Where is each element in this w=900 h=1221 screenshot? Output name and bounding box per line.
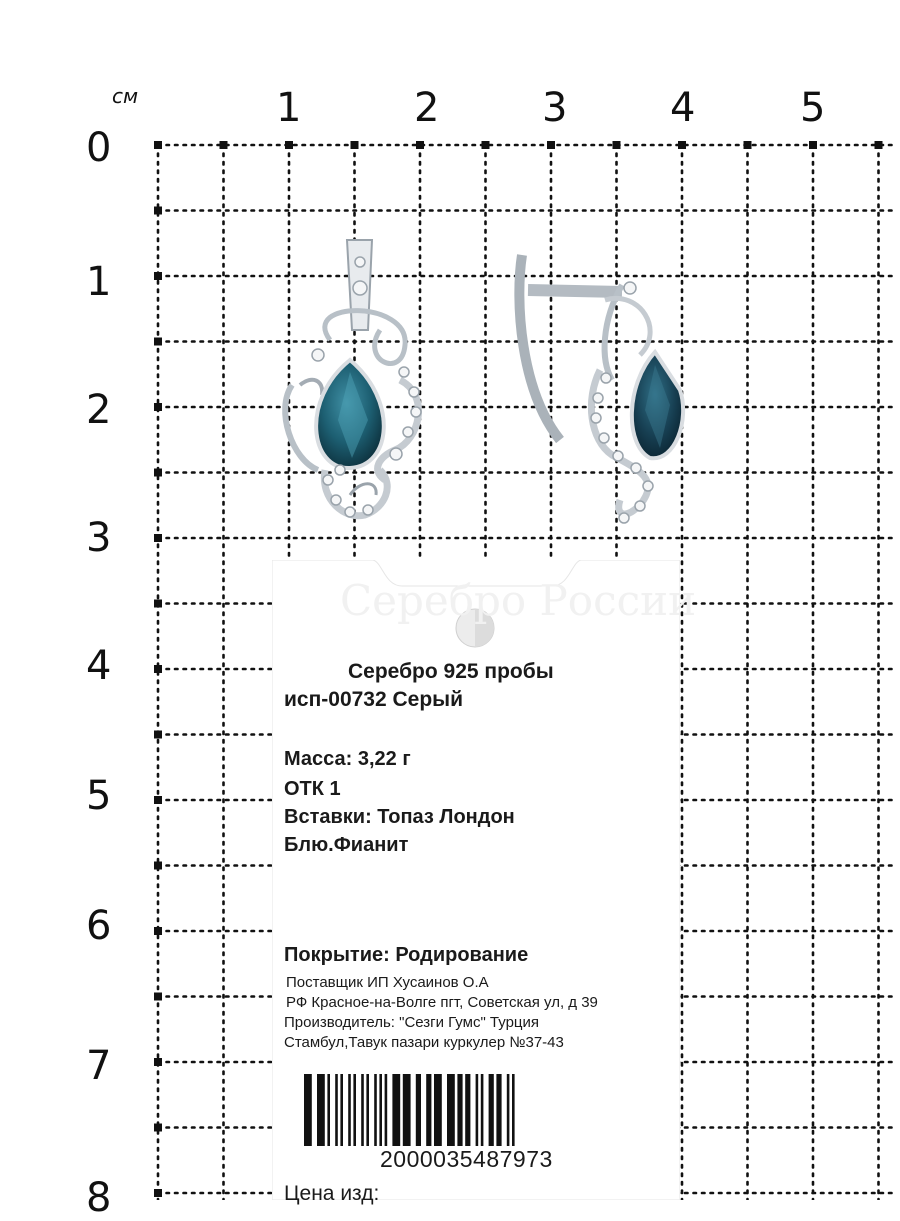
brand-watermark: Серебро России (340, 576, 697, 625)
ruler-left-7: 7 (86, 1043, 112, 1089)
ruler-left-8: 8 (86, 1175, 112, 1221)
barcode-bar (457, 1074, 462, 1146)
left-earring (285, 240, 421, 517)
barcode-bar (507, 1074, 510, 1146)
ruler-top-2: 2 (414, 85, 440, 131)
tag-coating: Покрытие: Родирование (284, 944, 529, 966)
ruler-top-5: 5 (800, 85, 826, 131)
tag-manufacturer: Производитель: "Сезги Гумс" Турция (284, 1014, 540, 1031)
barcode-bar (434, 1074, 442, 1146)
ruler-left-4: 4 (86, 643, 112, 689)
barcode (302, 1074, 642, 1146)
barcode-bar (512, 1074, 515, 1146)
barcode-bar (392, 1074, 400, 1146)
ruler-left-6: 6 (86, 903, 112, 949)
ruler-left-5: 5 (86, 773, 112, 819)
barcode-bar (340, 1074, 343, 1146)
barcode-bar (489, 1074, 494, 1146)
barcode-bar (327, 1074, 330, 1146)
barcode-bar (496, 1074, 501, 1146)
tag-manufacturer-address: Стамбул,Тавук пазари куркулер №37-43 (284, 1034, 564, 1051)
price-tag (272, 560, 680, 1220)
right-earring (519, 255, 683, 523)
barcode-bar (447, 1074, 455, 1146)
tag-inserts-line2: Блю.Фианит (284, 834, 409, 856)
barcode-bar (361, 1074, 364, 1146)
barcode-bar (366, 1074, 369, 1146)
barcode-bar (465, 1074, 470, 1146)
barcode-bar (379, 1074, 382, 1146)
tag-price-label: Цена изд: (284, 1182, 380, 1205)
barcode-bar (335, 1074, 338, 1146)
tag-article: исп-00732 Серый (284, 688, 464, 711)
tag-address: РФ Красное-на-Волге пгт, Советская ул, д 39 (286, 994, 598, 1011)
ruler-left-0: 0 (86, 125, 112, 171)
barcode-bar (304, 1074, 312, 1146)
ruler-left-1: 1 (86, 259, 112, 305)
ruler-top-1: 1 (276, 85, 302, 131)
ruler-left-3: 3 (86, 515, 112, 561)
ruler-top-4: 4 (670, 85, 696, 131)
tag-supplier: Поставщик ИП Хусаинов О.А (286, 974, 489, 991)
barcode-bar (353, 1074, 356, 1146)
barcode-bar (348, 1074, 351, 1146)
barcode-bar (481, 1074, 484, 1146)
barcode-bar (416, 1074, 421, 1146)
ruler-left-2: 2 (86, 387, 112, 433)
barcode-bar (385, 1074, 388, 1146)
tag-mass: Масса: 3,22 г (284, 748, 411, 770)
tag-otk: ОТК 1 (284, 778, 341, 800)
unit-label: см (112, 84, 139, 108)
barcode-bar (426, 1074, 431, 1146)
tag-metal-title: Серебро 925 пробы (348, 660, 554, 683)
tag-inserts-line1: Вставки: Топаз Лондон (284, 806, 515, 828)
barcode-bar (403, 1074, 411, 1146)
ruler-top-3: 3 (542, 85, 568, 131)
barcode-bar (374, 1074, 377, 1146)
barcode-number: 2000035487973 (380, 1146, 553, 1172)
barcode-bar (317, 1074, 325, 1146)
barcode-bar (476, 1074, 479, 1146)
